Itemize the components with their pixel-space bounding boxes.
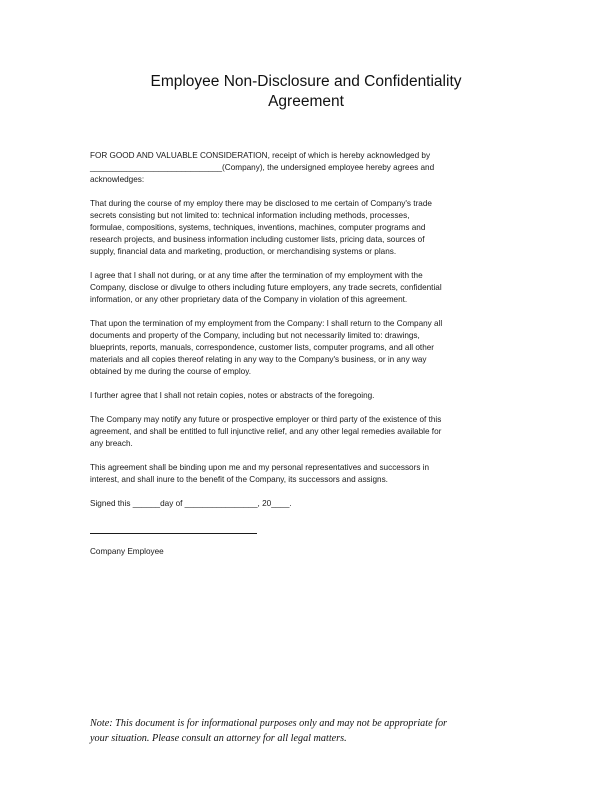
paragraph-trade-secrets <box>90 198 523 258</box>
signature-block <box>90 546 523 558</box>
paragraph-line: any breach. <box>90 439 133 448</box>
paragraph-line: That upon the termination of my employment from the Company: I shall return to the Company all <box>90 319 443 328</box>
paragraph-line: documents and property of the Company, including but not necessarily limited to: drawings, <box>90 331 420 340</box>
paragraph-line: supply, financial data and marketing, production, or merchandising systems or plans. <box>90 247 397 256</box>
paragraph-line: blueprints, reports, manuals, correspondence, customer lists, computer programs, and all other <box>90 343 435 352</box>
paragraph-line: FOR GOOD AND VALUABLE CONSIDERATION, receipt of which is hereby acknowledged by <box>90 151 431 160</box>
paragraph-line: research projects, and business information including customer lists, pricing data, sources of <box>90 235 425 244</box>
signature-label: Company Employee <box>90 547 164 556</box>
paragraph-line: obtained by me during the course of employ. <box>90 367 251 376</box>
disclaimer-note <box>90 716 530 746</box>
paragraph-line: This agreement shall be binding upon me and my personal representatives and successors in <box>90 463 430 472</box>
paragraph-line: The Company may notify any future or prospective employer or third party of the existence of this <box>90 415 442 424</box>
signed-date-line <box>90 498 523 510</box>
title-line-2: Agreement <box>268 93 344 110</box>
paragraph-line: acknowledges: <box>90 175 145 184</box>
paragraph-line: formulae, compositions, systems, techniques, inventions, machines, computer programs and <box>90 223 426 232</box>
paragraph-binding <box>90 462 523 486</box>
paragraph-line: information, or any other proprietary data of the Company in violation of this agreement. <box>90 295 408 304</box>
paragraph-line: I further agree that I shall not retain copies, notes or abstracts of the foregoing. <box>90 391 375 400</box>
signed-date-text: Signed this ______day of ________________, 20____. <box>90 499 292 508</box>
paragraph-line: secrets consisting but not limited to: technical information including methods, processes, <box>90 211 410 220</box>
paragraph-line: I agree that I shall not during, or at any time after the termination of my employment with the <box>90 271 423 280</box>
note-line-1: Note: This document is for informational purposes only and may not be appropriate for <box>90 718 448 729</box>
paragraph-line: _____________________________(Company), the undersigned employee hereby agrees and <box>90 163 435 172</box>
title-line-1: Employee Non-Disclosure and Confidentiality <box>150 73 462 90</box>
paragraph-non-disclosure <box>90 270 523 306</box>
paragraph-line: interest, and shall inure to the benefit of the Company, its successors and assigns. <box>90 475 388 484</box>
paragraph-line: That during the course of my employ there may be disclosed to me certain of Company's trade <box>90 199 432 208</box>
signature-line <box>90 522 257 534</box>
paragraph-notify-employer <box>90 414 523 450</box>
paragraph-line: Company, disclose or divulge to others including future employers, any trade secrets, confidential <box>90 283 442 292</box>
document-title <box>90 72 522 112</box>
paragraph-consideration <box>90 150 523 186</box>
paragraph-no-copies <box>90 390 523 402</box>
paragraph-return-property <box>90 318 523 378</box>
agreement-body <box>90 150 523 570</box>
note-line-2: your situation. Please consult an attorney for all legal matters. <box>90 733 347 744</box>
paragraph-line: materials and all copies thereof relating in any way to the Company's business, or in any way <box>90 355 427 364</box>
paragraph-line: agreement, and shall be entitled to full injunctive relief, and any other legal remedies available for <box>90 427 442 436</box>
